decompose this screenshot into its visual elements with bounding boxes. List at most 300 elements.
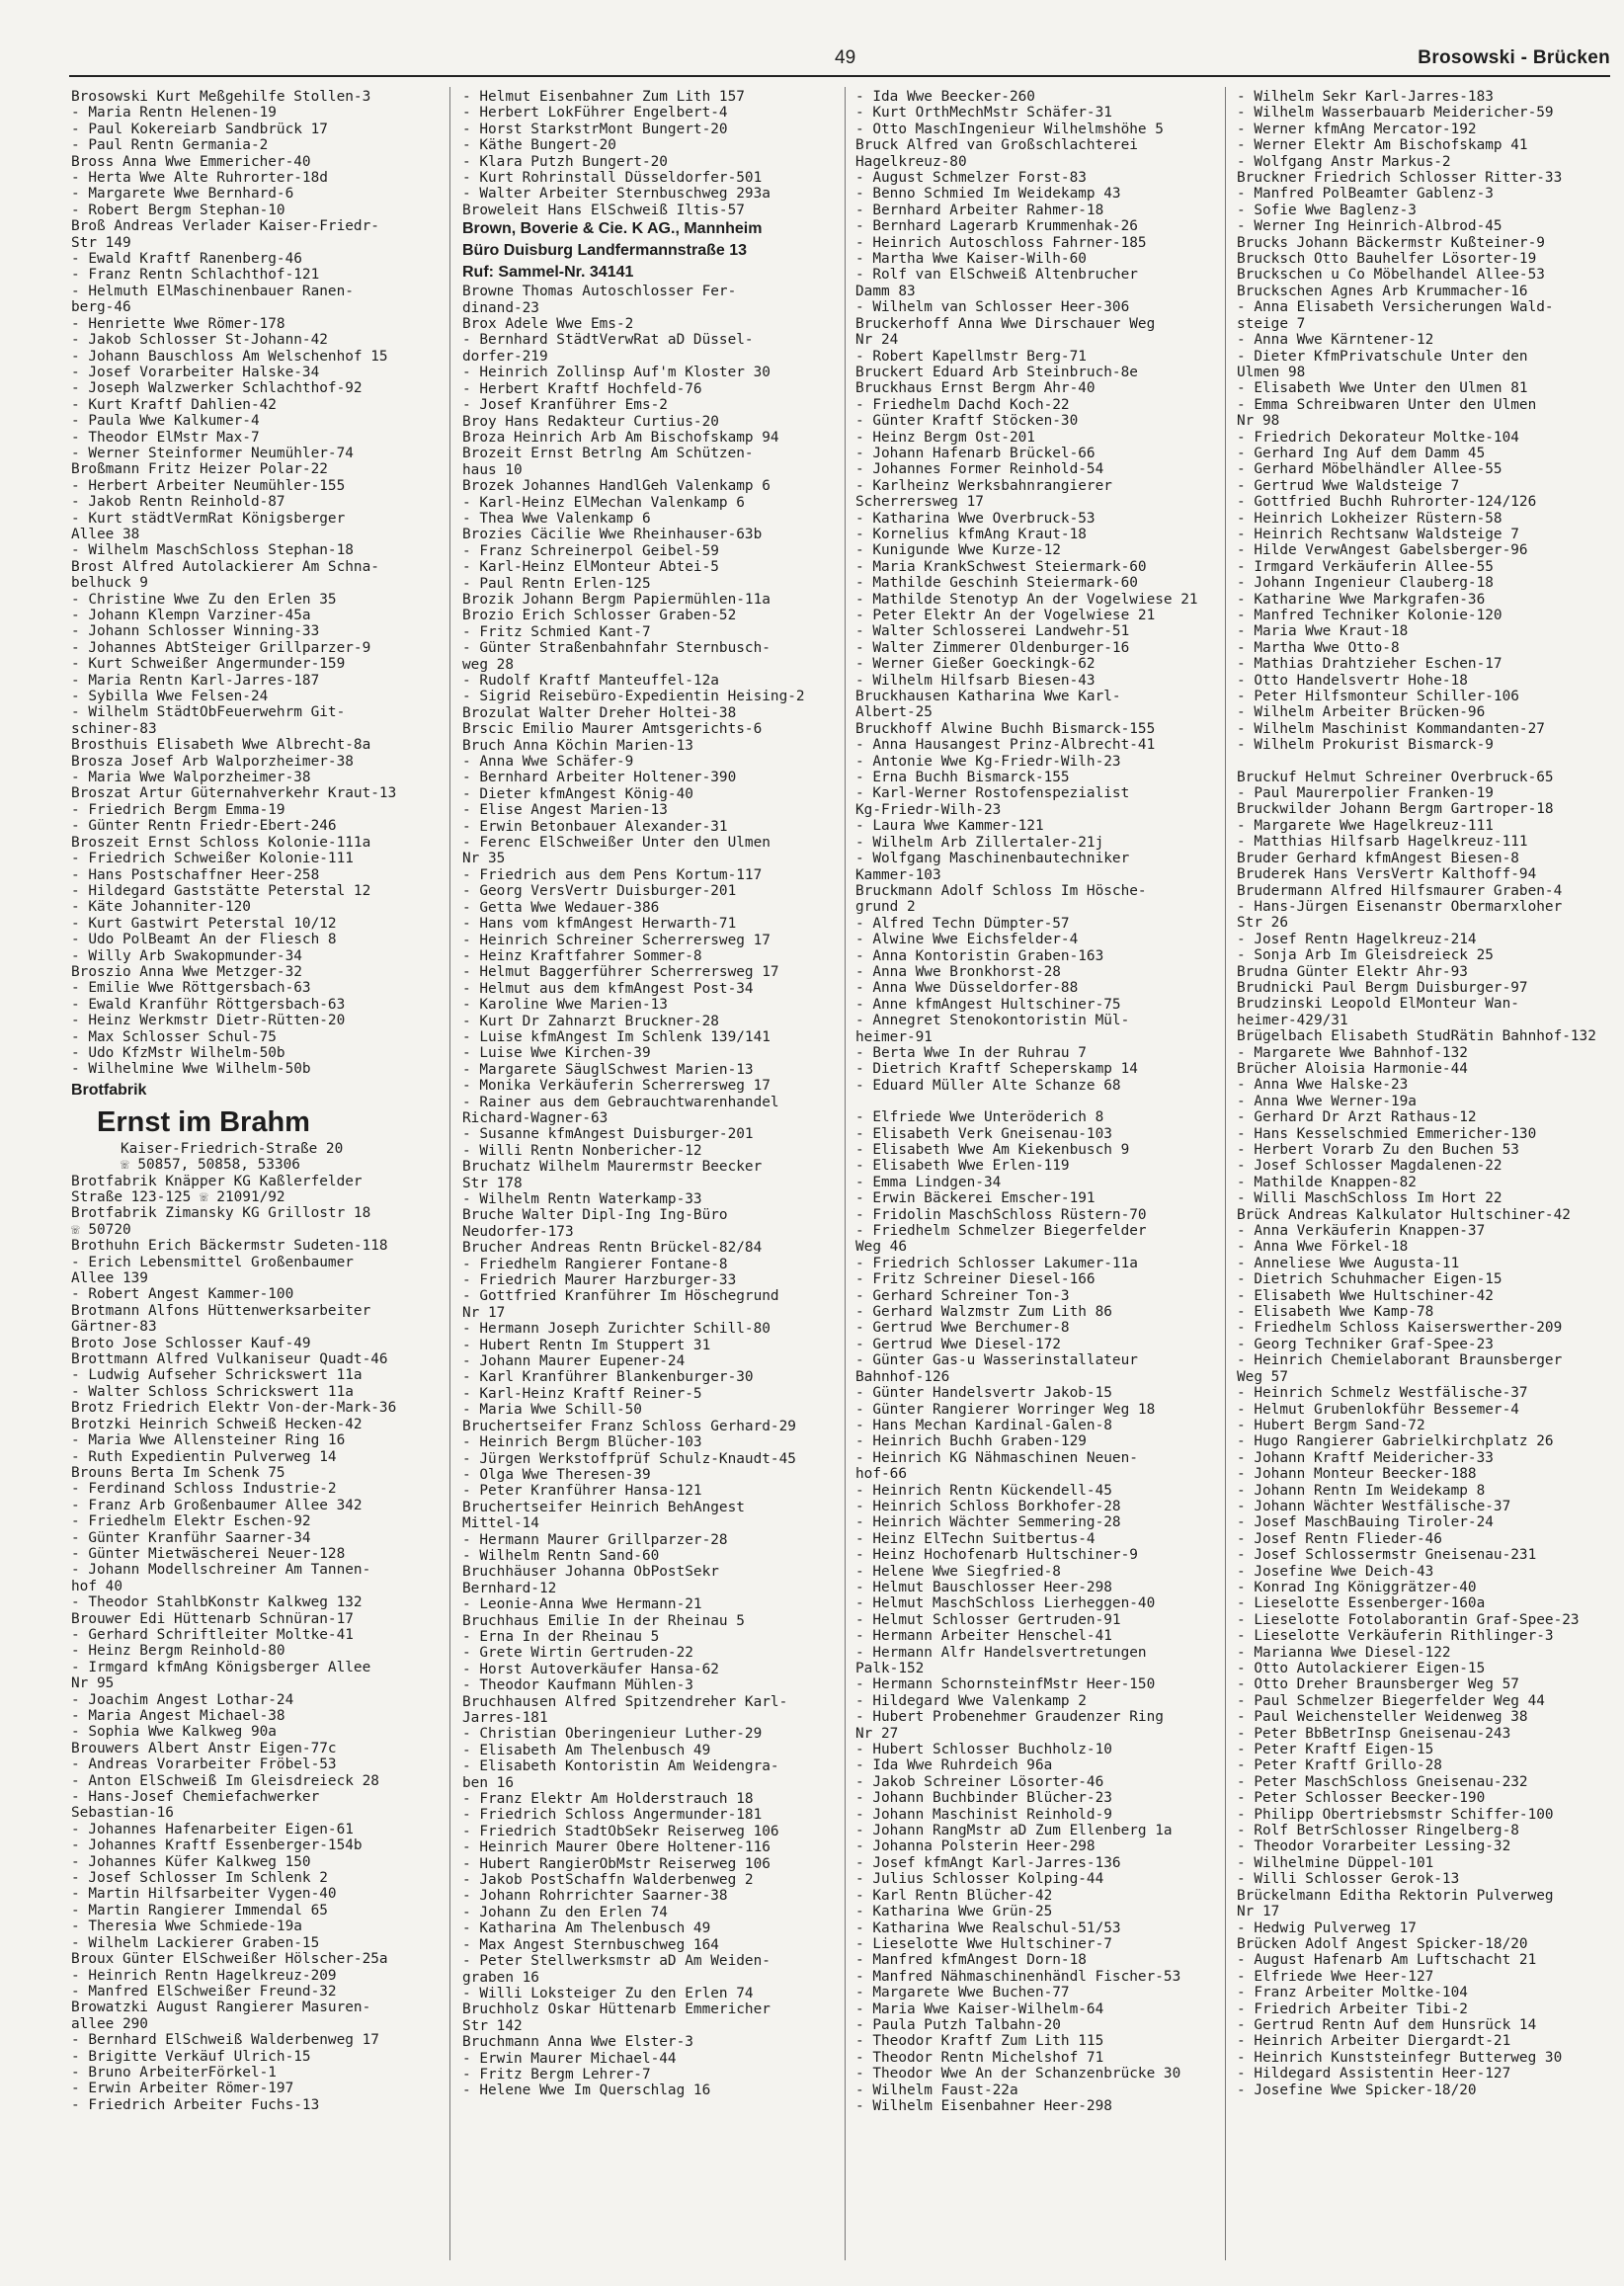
directory-entry: - Erwin Bäckerei Emscher-191 [855,1190,1096,1207]
directory-entry: Broza Heinrich Arb Am Bischofskamp 94 [462,429,779,446]
directory-entry: Brucks Johann Bäckermstr Kußteiner-9 [1237,234,1545,251]
directory-entry: - Karl-Heinz ElMechan Valenkamp 6 [462,494,745,511]
directory-entry: - Gottfried Kranführer Im Höschegrund [462,1288,779,1305]
directory-entry: Damm 83 [855,283,916,299]
directory-entry: - Wilhelm Hilfsarb Biesen-43 [855,672,1096,689]
directory-entry: - Johann Maurer Eupener-24 [462,1353,686,1370]
directory-entry: - Wilhelm Faust-22a [855,2082,1018,2098]
directory-entry: - Julius Schlosser Kolping-44 [855,1871,1104,1888]
column-1 [71,89,437,2113]
directory-entry: - Hubert Bergm Sand-72 [1237,1417,1425,1433]
directory-entry: - Heinz Kraftfahrer Sommer-8 [462,947,702,964]
directory-entry: - Gertrud Wwe Waldsteige 7 [1237,477,1460,494]
directory-entry: - Anna Verkäuferin Knappen-37 [1237,1223,1486,1240]
directory-entry: - Kurt städtVermRat Königsberger [71,510,346,527]
directory-entry: Str 149 [71,234,131,251]
directory-entry: - Hans Postschaffner Heer-258 [71,866,320,883]
directory-entry: - Günter Kranführ Saarner-34 [71,1529,311,1546]
directory-entry: - Johann Monteur Beecker-188 [1237,1466,1477,1483]
directory-entry: Broszeit Ernst Schloss Kolonie-111a [71,834,371,851]
directory-entry: - Heinz Werkmstr Dietr-Rütten-20 [71,1013,346,1029]
directory-entry: - Margarete Wwe Bernhard-6 [71,186,294,203]
directory-entry: - Katharina Wwe Overbruck-53 [855,510,1096,527]
directory-entry: - Martha Wwe Otto-8 [1237,639,1400,656]
directory-entry: - Hans-Josef Chemiefachwerker [71,1789,320,1806]
directory-entry: hof 40 [71,1578,122,1594]
directory-entry: - Jakob Rentn Reinhold-87 [71,494,285,511]
directory-entry: Brozulat Walter Dreher Holtei-38 [462,704,737,721]
directory-entry: Brouwer Edi Hüttenarb Schnüran-17 [71,1610,354,1627]
directory-entry: Richard-Wagner-63 [462,1109,609,1126]
directory-entry: - Günter Mietwäscherei Neuer-128 [71,1545,346,1562]
directory-entry: - Anna Wwe Werner-19a [1237,1093,1417,1109]
directory-entry: - Herbert Vorarb Zu den Buchen 53 [1237,1142,1519,1158]
highlight-line: Ruf: Sammel-Nr. 34141 [462,264,634,282]
directory-entry: - Heinrich Maurer Obere Holtener-116 [462,1839,771,1856]
directory-entry: - Johann Ingenieur Clauberg-18 [1237,575,1494,592]
directory-entry: - Max Angest Sternbuschweg 164 [462,1936,719,1953]
directory-entry: - Elisabeth Kontoristin Am Weidengra- [462,1758,779,1775]
directory-entry: - Bruno ArbeiterFörkel-1 [71,2064,277,2081]
directory-entry: Bruchhäuser Johanna ObPostSekr [462,1564,719,1581]
directory-entry: - Franz Elektr Am Holderstrauch 18 [462,1791,754,1808]
directory-entry: Bruckschen Agnes Arb Krummacher-16 [1237,283,1528,299]
directory-entry: - Peter Stellwerksmstr aD Am Weiden- [462,1953,771,1970]
directory-entry: - Manfred PolBeamter Gablenz-3 [1237,186,1494,203]
directory-entry: - Günter Straßenbahnfahr Sternbusch- [462,640,771,657]
directory-entry: - Jakob Schreiner Lösorter-46 [855,1773,1104,1790]
directory-entry: Brouwers Albert Anstr Eigen-77c [71,1740,337,1756]
directory-entry: - Heinrich Schloss Borkhofer-28 [855,1498,1121,1514]
directory-entry: - Luise kfmAngest Im Schlenk 139/141 [462,1028,771,1045]
directory-entry: - Margarete Wwe Buchen-77 [855,1985,1070,2001]
directory-entry: Jarres-181 [462,1710,548,1726]
directory-entry: - Lieselotte Fotolaborantin Graf-Spee-23 [1237,1611,1580,1628]
directory-entry: - Margarete Wwe Hagelkreuz-111 [1237,817,1494,834]
directory-entry: - Werner Gießer Goeckingk-62 [855,656,1096,673]
directory-entry: - Fritz Bergm Lehrer-7 [462,2066,651,2082]
directory-entry: Str 142 [462,2017,523,2034]
directory-entry: - Herbert Kraftf Hochfeld-76 [462,380,702,397]
directory-entry: - Peter BbBetrInsp Gneisenau-243 [1237,1725,1511,1742]
directory-entry: - Hildegard Gaststätte Peterstal 12 [71,882,371,899]
running-head: Brosowski - Brücken [1418,47,1610,68]
directory-entry: - Anna Hausangest Prinz-Albrecht-41 [855,737,1156,754]
directory-entry: Bruderek Hans VersVertr Kalthoff-94 [1237,866,1537,883]
directory-entry: - Robert Angest Kammer-100 [71,1286,294,1303]
directory-entry: - Annegret Stenokontoristin Mül- [855,1013,1130,1029]
directory-entry: - Otto Autolackierer Eigen-15 [1237,1661,1486,1676]
directory-entry: - Günter Rangierer Worringer Weg 18 [855,1401,1156,1418]
directory-entry: Bruch Anna Köchin Marien-13 [462,737,693,754]
directory-entry: - Helmut Grubenlokführ Bessemer-4 [1237,1401,1519,1418]
directory-entry: - Christian Oberingenieur Luther-29 [462,1726,763,1743]
directory-entry: - Anna Wwe Bronkhorst-28 [855,963,1061,980]
directory-entry: - Getta Wwe Wedauer-386 [462,899,660,916]
directory-entry: - Wilhelm Arbeiter Brücken-96 [1237,704,1486,721]
directory-entry: - Alwine Wwe Eichsfelder-4 [855,932,1079,948]
directory-entry: - Elisabeth Wwe Am Kiekenbusch 9 [855,1142,1130,1158]
directory-entry: Nr 17 [1237,1904,1280,1920]
directory-entry: Nr 17 [462,1304,506,1321]
directory-entry: - Margarete Wwe Bahnhof-132 [1237,1044,1468,1061]
directory-entry: - Luise Wwe Kirchen-39 [462,1045,651,1062]
directory-entry: - Henriette Wwe Römer-178 [71,315,285,332]
directory-entry: - Josef kfmAngt Karl-Jarres-136 [855,1854,1121,1871]
directory-entry: - Friedrich Arbeiter Tibi-2 [1237,2000,1468,2017]
directory-entry: - Walter Schloss Schrickswert 11a [71,1383,354,1400]
directory-entry: - Katharina Wwe Grün-25 [855,1904,1053,1920]
directory-entry: - Ferdinand Schloss Industrie-2 [71,1481,337,1498]
directory-entry: - Peter Schlosser Beecker-190 [1237,1790,1486,1807]
directory-entry: grund 2 [855,899,916,916]
directory-entry: - Josef MaschBauing Tiroler-24 [1237,1514,1494,1531]
directory-entry: Bruchholz Oskar Hüttenarb Emmericher [462,2001,771,2018]
directory-entry: - Emma Lindgen-34 [855,1174,1002,1190]
directory-entry: - Johann Klempn Varziner-45a [71,608,311,623]
directory-entry: Browne Thomas Autoschlosser Fer- [462,284,737,300]
directory-entry: - Ewald Kraftf Ranenberg-46 [71,251,302,268]
directory-entry: - Joachim Angest Lothar-24 [71,1691,294,1708]
directory-entry: Kg-Friedr-Wilh-23 [855,801,1002,818]
directory-entry: - Josef Rentn Flieder-46 [1237,1530,1442,1547]
directory-entry: - Dieter kfmAngest König-40 [462,785,693,802]
directory-entry: heimer-429/31 [1237,1012,1348,1028]
directory-entry: - Gertrud Wwe Berchumer-8 [855,1320,1070,1337]
directory-entry: - Hedwig Pulverweg 17 [1237,1919,1417,1936]
highlight-line: Büro Duisburg Landfermannstraße 13 [462,242,748,260]
directory-entry: Str 178 [462,1175,523,1191]
directory-entry: - Maria KrankSchwest Steiermark-60 [855,558,1147,575]
directory-entry: - Bernhard StädtVerwRat aD Düssel- [462,332,754,349]
directory-entry: - Peter Kraftf Grillo-28 [1237,1757,1442,1774]
directory-entry: - Peter Elektr An der Vogelwiese 21 [855,608,1156,623]
directory-entry: Bruckmann Adolf Schloss Im Hösche- [855,882,1147,899]
directory-entry: Broszio Anna Wwe Metzger-32 [71,963,302,980]
directory-entry: - Heinrich Bergm Blücher-103 [462,1434,702,1451]
directory-entry: - Erna In der Rheinau 5 [462,1628,660,1645]
directory-entry: - Heinrich Kunststeinfegr Butterweg 30 [1237,2049,1563,2066]
directory-entry: - Gottfried Buchh Ruhrorter-124/126 [1237,494,1537,511]
directory-entry: Nr 27 [855,1725,899,1742]
directory-entry: Kammer-103 [855,866,941,883]
directory-entry: Bahnhof-126 [855,1368,950,1385]
directory-entry: - Elisabeth Wwe Erlen-119 [855,1158,1070,1175]
directory-entry: - Manfred Techniker Kolonie-120 [1237,608,1502,623]
directory-entry: - Sonja Arb Im Gleisdreieck 25 [1237,947,1494,964]
directory-entry: - Mathilde Geschinh Steiermark-60 [855,575,1138,592]
directory-entry: Brost Alfred Autolackierer Am Schna- [71,558,379,575]
directory-entry: - Heinrich Arbeiter Diergardt-21 [1237,2033,1511,2050]
directory-entry: Scherrersweg 17 [855,494,984,511]
directory-entry: Broy Hans Redakteur Curtius-20 [462,413,719,430]
directory-entry: - Anna Wwe Kärntener-12 [1237,332,1434,349]
directory-entry: - Fritz Schmied Kant-7 [462,623,651,640]
directory-entry: - Elisabeth Wwe Hultschiner-42 [1237,1287,1494,1304]
directory-entry: - Josefine Wwe Spicker-18/20 [1237,2082,1477,2098]
directory-entry: - Bernhard ElSchweiß Walderbenweg 17 [71,2032,379,2049]
directory-entry: - Fridolin MaschSchloss Rüstern-70 [855,1206,1147,1223]
directory-entry: Brscic Emilio Maurer Amtsgerichts-6 [462,721,763,738]
directory-entry: - Karlheinz Werksbahnrangierer [855,477,1112,494]
directory-entry: - Ida Wwe Ruhrdeich 96a [855,1757,1053,1774]
directory-entry: - Wilhelm StädtObFeuerwehrm Git- [71,704,346,721]
directory-entry: - Johann Rohrrichter Saarner-38 [462,1888,728,1905]
directory-entry: - Bernhard Lagerarb Krummenhak-26 [855,218,1138,235]
directory-entry: - Friedrich Maurer Harzburger-33 [462,1272,737,1289]
directory-entry: - Dieter KfmPrivatschule Unter den [1237,348,1528,365]
directory-entry: Straße 123-125 ☏ 21091/92 [71,1189,285,1205]
directory-entry: - Berta Wwe In der Ruhrau 7 [855,1044,1087,1061]
directory-entry: - Günter Rentn Friedr-Ebert-246 [71,818,337,835]
directory-entry: - Wilhelm MaschSchloss Stephan-18 [71,542,354,559]
directory-entry: - Walter Schlosserei Landwehr-51 [855,623,1130,640]
directory-entry: - Johannes AbtSteiger Grillparzer-9 [71,639,371,656]
directory-entry: - Peter Kraftf Eigen-15 [1237,1742,1434,1758]
directory-entry: Bruckschen u Co Möbelhandel Allee-53 [1237,267,1545,284]
directory-entry: - Josef Kranführer Ems-2 [462,397,668,414]
directory-entry: - Manfred Nähmaschinenhändl Fischer-53 [855,1968,1181,1985]
directory-entry: Brothuhn Erich Bäckermstr Sudeten-118 [71,1238,388,1255]
directory-entry: - Paul Rentn Germania-2 [71,137,269,154]
directory-entry: berg-46 [71,299,131,316]
directory-entry: - Anna Wwe Düsseldorfer-88 [855,980,1079,997]
highlight-line: Brown, Boverie & Cie. K AG., Mannheim [462,220,763,238]
directory-entry: - Hermann Arbeiter Henschel-41 [855,1628,1112,1645]
directory-entry: Weg 57 [1237,1368,1288,1385]
directory-entry: - Wilhelm Rentn Sand-60 [462,1547,660,1564]
directory-entry: steige 7 [1237,315,1306,332]
directory-entry: - Georg VersVertr Duisburger-201 [462,883,737,900]
directory-entry: - Emilie Wwe Röttgersbach-63 [71,980,311,997]
directory-entry: Brudnicki Paul Bergm Duisburger-97 [1237,979,1528,996]
directory-entry: - Bernhard Arbeiter Rahmer-18 [855,202,1104,218]
directory-entry: - Werner Ing Heinrich-Albrod-45 [1237,218,1502,235]
directory-entry: - Johann Rentn Im Weidekamp 8 [1237,1482,1486,1499]
directory-entry: - Johann Buchbinder Blücher-23 [855,1790,1112,1807]
directory-entry: - Heinrich Rentn Kückendell-45 [855,1482,1112,1499]
directory-entry: - Theodor StahlbKonstr Kalkweg 132 [71,1594,363,1611]
directory-entry: - Lieselotte Essenberger-160a [1237,1595,1486,1612]
directory-entry: Brozeit Ernst Betrlng Am Schützen- [462,446,754,462]
directory-entry: - Georg Techniker Graf-Spee-23 [1237,1336,1494,1352]
directory-entry: Bruck Alfred van Großschlachterei [855,137,1138,154]
directory-entry: - Lieselotte Wwe Hultschiner-7 [855,1935,1112,1952]
directory-entry: - Sigrid Reisebüro-Expedientin Heising-2 [462,689,805,705]
directory-entry: Brosza Josef Arb Walporzheimer-38 [71,753,354,770]
directory-entry: - Elfriede Wwe Unteröderich 8 [855,1109,1104,1126]
directory-entry: - Johannes Küfer Kalkweg 150 [71,1853,311,1870]
directory-entry: - Heinrich Zollinsp Auf'm Kloster 30 [462,365,771,381]
advertisement-brown-boverie [462,218,828,284]
directory-entry: Brudna Günter Elektr Ahr-93 [1237,963,1468,980]
directory-entry: Brotz Friedrich Elektr Von-der-Mark-36 [71,1400,397,1417]
directory-entry: - Erna Buchh Bismarck-155 [855,770,1070,786]
directory-entry: - Kunigunde Wwe Kurze-12 [855,542,1061,559]
directory-entry: Nr 95 [71,1675,115,1692]
directory-entry: Brucher Andreas Rentn Brückel-82/84 [462,1240,763,1257]
directory-entry: Bruckwilder Johann Bergm Gartroper-18 [1237,801,1554,818]
directory-entry: - Elise Angest Marien-13 [462,802,668,819]
directory-entry: Brücher Aloisia Harmonie-44 [1237,1060,1468,1077]
directory-entry: Brücken Adolf Angest Spicker-18/20 [1237,1935,1528,1952]
directory-entry: Sebastian-16 [71,1805,174,1822]
directory-entry: - Ewald Kranführ Röttgersbach-63 [71,996,346,1013]
directory-entry: - Friedrich Arbeiter Fuchs-13 [71,2096,320,2113]
directory-entry: - Karl-Heinz Kraftf Reiner-5 [462,1385,702,1402]
directory-entry: Mittel-14 [462,1515,539,1532]
directory-entry: - Josefine Wwe Deich-43 [1237,1563,1434,1580]
directory-entry: - Friedrich Bergm Emma-19 [71,801,285,818]
directory-entry: - Dietrich Kraftf Scheperskamp 14 [855,1061,1138,1078]
directory-entry: - Paul Kokereiarb Sandbrück 17 [71,121,328,137]
directory-entry: Albert-25 [855,704,933,721]
directory-entry: - Klara Putzh Bungert-20 [462,153,668,170]
directory-entry: - Karl Kranführer Blankenburger-30 [462,1369,754,1386]
directory-entry: - Helmut Bauschlosser Heer-298 [855,1579,1112,1595]
advertisement-ernst-im-brahm [71,1103,437,1174]
directory-entry: - Johannes Former Reinhold-54 [855,461,1104,478]
directory-entry: Broux Günter ElSchweißer Hölscher-25a [71,1951,388,1968]
directory-entry: - Elisabeth Wwe Unter den Ulmen 81 [1237,380,1528,397]
directory-entry: - Franz Arb Großenbaumer Allee 342 [71,1497,363,1513]
directory-entry: Bruckhaus Ernst Bergm Ahr-40 [855,380,1096,397]
directory-entry: - Hildegard Wwe Valenkamp 2 [855,1692,1087,1709]
directory-entry: - Willi Schlosser Gerok-13 [1237,1871,1460,1888]
directory-entry: Bruchatz Wilhelm Maurermstr Beecker [462,1159,763,1176]
directory-entry: - Heinrich KG Nähmaschinen Neuen- [855,1449,1138,1466]
directory-entry: - Wilhelm Maschinist Kommandanten-27 [1237,720,1545,737]
entry-gap [1237,754,1602,770]
directory-entry: - Walter Arbeiter Sternbuschweg 293a [462,186,771,203]
directory-entry: - Anna Wwe Förkel-18 [1237,1239,1409,1256]
directory-entry: Brozies Cäcilie Wwe Rheinhauser-63b [462,527,763,543]
directory-entry: - Günter Handelsvertr Jakob-15 [855,1385,1112,1402]
directory-entry: - Helene Wwe Siegfried-8 [855,1563,1061,1580]
header-rule [69,75,1610,77]
directory-entry: - Gertrud Rentn Auf dem Hunsrück 14 [1237,2016,1537,2033]
directory-entry: - Franz Schreinerpol Geibel-59 [462,542,719,559]
directory-entry: - Heinrich Rechtsanw Waldsteige 7 [1237,526,1519,542]
directory-entry: Brück Andreas Kalkulator Hultschiner-42 [1237,1206,1571,1223]
directory-entry: - Helmut aus dem kfmAngest Post-34 [462,980,754,997]
section-heading-brotfabrik: Brotfabrik [71,1081,147,1099]
directory-entry: - Helmut MaschSchloss Lierheggen-40 [855,1595,1156,1612]
directory-entry: - Helmuth ElMaschinenbauer Ranen- [71,283,354,299]
directory-entry: - Ferenc ElSchweißer Unter den Ulmen [462,835,771,852]
directory-entry: - Günter Kraftf Stöcken-30 [855,413,1079,430]
directory-entry: - Kurt OrthMechMstr Schäfer-31 [855,105,1112,122]
directory-entry: - Theodor Kraftf Zum Lith 115 [855,2033,1104,2050]
directory-entry: Broßmann Fritz Heizer Polar-22 [71,461,328,478]
directory-entry: Allee 139 [71,1270,148,1287]
directory-entry: - Marianna Wwe Diesel-122 [1237,1644,1451,1661]
directory-entry: dorfer-219 [462,348,548,365]
directory-entry: - Jakob Schlosser St-Johann-42 [71,332,328,349]
directory-entry: - Heinz Hochofenarb Hultschiner-9 [855,1547,1138,1564]
directory-entry: - Heinrich Buchh Graben-129 [855,1433,1087,1450]
directory-entry: Browatzki August Rangierer Masuren- [71,2000,371,2016]
directory-entry: - Friedrich aus dem Pens Kortum-117 [462,866,763,883]
directory-entry: - Helmut Eisenbahner Zum Lith 157 [462,89,745,105]
directory-entry: - Wolfgang Anstr Markus-2 [1237,153,1451,170]
directory-entry: Bruche Walter Dipl-Ing Ing-Büro [462,1207,728,1224]
directory-entry: - Kurt Dr Zahnarzt Bruckner-28 [462,1013,719,1029]
directory-entry: - Maria Wwe Walporzheimer-38 [71,770,311,786]
directory-entry: Bruckert Eduard Arb Steinbruch-8e [855,364,1138,380]
page-header [69,47,1610,77]
directory-entry: - August Schmelzer Forst-83 [855,170,1087,187]
directory-entry: Brozek Johannes HandlGeh Valenkamp 6 [462,478,771,495]
directory-entry: - Maria Rentn Karl-Jarres-187 [71,672,320,689]
directory-entry: haus 10 [462,461,523,478]
directory-entry: - Helmut Baggerführer Scherrersweg 17 [462,964,779,981]
directory-entry: - Herbert Arbeiter Neumühler-155 [71,477,346,494]
directory-entry: - Joseph Walzwerker Schlachthof-92 [71,380,363,397]
directory-entry: - Gerhard Ing Auf dem Damm 45 [1237,445,1486,461]
directory-entry: - Maria Wwe Kaiser-Wilhelm-64 [855,2000,1104,2017]
directory-entry: - Dietrich Schuhmacher Eigen-15 [1237,1271,1502,1288]
directory-entry: - Willi Loksteiger Zu den Erlen 74 [462,1985,754,2001]
directory-entry: - Hubert RangierObMstr Reiserweg 106 [462,1855,771,1872]
directory-entry: - Maria Angest Michael-38 [71,1708,285,1724]
directory-entry: - Josef Vorarbeiter Halske-34 [71,364,320,380]
directory-entry: - Jürgen Werkstoffprüf Schulz-Knaudt-45 [462,1450,796,1467]
directory-entry: - Margarete SäuglSchwest Marien-13 [462,1061,754,1078]
directory-entry: - Anna Kontoristin Graben-163 [855,947,1104,964]
directory-entry: - Kurt Schweißer Angermunder-159 [71,656,346,673]
directory-entry: - Heinrich Schmelz Westfälische-37 [1237,1385,1528,1402]
directory-entry: - Katharine Wwe Markgrafen-36 [1237,591,1486,608]
directory-entry: - Horst StarkstrMont Bungert-20 [462,121,728,137]
directory-entry: - Theodor Wwe An der Schanzenbrücke 30 [855,2066,1181,2082]
directory-entry: - Otto MaschIngenieur Wilhelmshöhe 5 [855,121,1164,137]
directory-entry: - Laura Wwe Kammer-121 [855,818,1044,835]
directory-entry: Brox Adele Wwe Ems-2 [462,316,634,333]
directory-entry: - Hermann Maurer Grillparzer-28 [462,1531,728,1548]
directory-entry: - Christine Wwe Zu den Erlen 35 [71,591,337,608]
directory-entry: - Paul Rentn Erlen-125 [462,575,651,592]
directory-entry: Brosthuis Elisabeth Wwe Albrecht-8a [71,737,371,754]
directory-entry: - Andreas Vorarbeiter Fröbel-53 [71,1756,337,1773]
directory-entry: weg 28 [462,656,514,673]
directory-entry: - Robert Bergm Stephan-10 [71,202,285,218]
directory-entry: - Johannes Kraftf Essenberger-154b [71,1837,363,1854]
directory-entry: Brotzki Heinrich Schweiß Hecken-42 [71,1416,363,1432]
directory-entry: heimer-91 [855,1028,933,1045]
directory-entry: - Olga Wwe Theresen-39 [462,1466,651,1483]
directory-entry: Brotfabrik Knäpper KG Kaßlerfelder [71,1173,363,1189]
directory-entry: - Antonie Wwe Kg-Friedr-Wilh-23 [855,753,1121,770]
directory-entry: Bruchhaus Emilie In der Rheinau 5 [462,1612,745,1629]
directory-entry: Nr 35 [462,851,506,867]
directory-entry: - Friedhelm Schmelzer Biegerfelder [855,1223,1147,1240]
directory-entry: - Peter Kranführer Hansa-121 [462,1483,702,1500]
directory-entry: Bruchmann Anna Wwe Elster-3 [462,2034,693,2051]
directory-entry: - Friedhelm Schloss Kaiserswerther-209 [1237,1320,1563,1337]
directory-entry: - Paul Weichensteller Weidenweg 38 [1237,1709,1528,1726]
directory-entry: - Eduard Müller Alte Schanze 68 [855,1077,1121,1094]
directory-entry: - Kornelius kfmAng Kraut-18 [855,526,1087,542]
directory-entry: - Hilde VerwAngest Gabelsberger-96 [1237,542,1528,559]
directory-entry: allee 290 [71,2015,148,2032]
directory-entry: - Johann Wächter Westfälische-37 [1237,1498,1511,1514]
directory-entry: - Karoline Wwe Marien-13 [462,997,668,1014]
directory-entry: - Martin Hilfsarbeiter Vygen-40 [71,1886,337,1903]
directory-entry: - Leonie-Anna Wwe Hermann-21 [462,1596,702,1613]
directory-entry: - Martha Wwe Kaiser-Wilh-60 [855,251,1087,268]
directory-entry: - Günter Gas-u Wasserinstallateur [855,1352,1138,1369]
